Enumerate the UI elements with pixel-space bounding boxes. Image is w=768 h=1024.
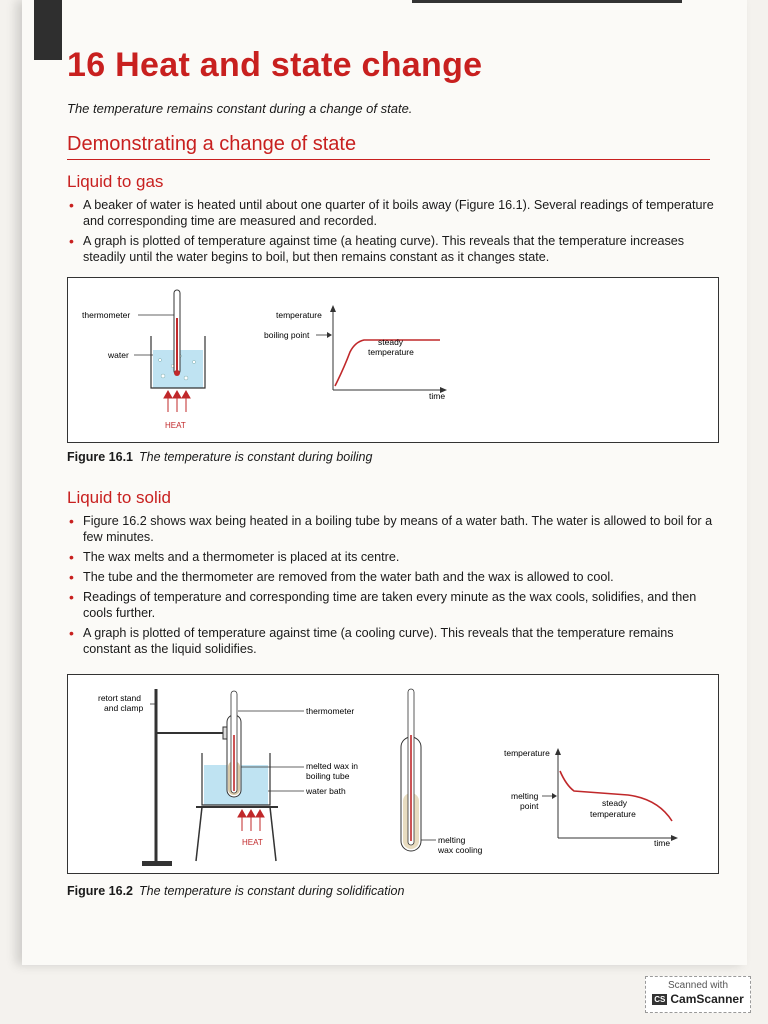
time-axis-label: time	[654, 838, 671, 848]
time-axis-label: time	[429, 391, 446, 401]
chapter-intro: The temperature remains constant during a change of state.	[67, 101, 413, 116]
liquid-to-solid-heading: Liquid to solid	[67, 488, 171, 507]
section-heading: Demonstrating a change of state	[67, 133, 710, 160]
temperature-axis-label: temperature	[276, 310, 322, 320]
thermometer-label: thermometer	[82, 310, 131, 320]
liquid-to-gas-list	[67, 197, 717, 269]
melting-point-label-2: point	[520, 801, 539, 811]
chapter-title-text: Heat and state change	[115, 46, 483, 84]
boiling-point-label: boiling point	[264, 330, 310, 340]
figure-16-2	[67, 674, 719, 874]
liquid-to-gas-heading: Liquid to gas	[67, 172, 164, 191]
steady-label-1: steady	[602, 798, 628, 808]
scanner-brand	[646, 992, 750, 1006]
water-bath-label: water bath	[306, 786, 346, 796]
retort-label-2: and clamp	[104, 703, 144, 713]
caption-text: The temperature is constant during solidification	[139, 884, 405, 898]
liquid-to-solid-list	[67, 513, 717, 661]
list-item: • Figure 16.2 shows wax being heated in a boiling tube by means of a water bath. The water is allowed to boil for a few minutes.	[67, 513, 717, 545]
steady-label-2: temperature	[368, 347, 414, 357]
heat-label: HEAT	[242, 838, 263, 847]
water-label: water	[108, 350, 129, 360]
temperature-axis-label: temperature	[504, 748, 550, 758]
chapter-title	[67, 46, 482, 85]
list-item: • A graph is plotted of temperature against time (a cooling curve). This reveals that the temperature remains constant as the liquid solidifies.	[67, 625, 717, 657]
caption-number: Figure 16.1	[67, 450, 133, 464]
figure-16-2-caption	[67, 884, 404, 898]
figure-16-1	[67, 277, 719, 443]
thermometer-label: thermometer	[306, 706, 355, 716]
heat-arrows	[164, 391, 190, 412]
list-item: • A graph is plotted of temperature against time (a heating curve). This reveals that the temperature increases steadily until the water begins to boil, but then remains constant as it changes state.	[67, 233, 717, 265]
melted-wax-label-1: melted wax in	[306, 761, 358, 771]
melted-wax-label-2: boiling tube	[306, 771, 350, 781]
top-rule	[412, 0, 682, 3]
figure-16-1-diagram	[68, 278, 718, 442]
figure-16-2-diagram	[68, 675, 718, 873]
melting-point-label-1: melting	[511, 791, 539, 801]
camscanner-watermark	[645, 976, 751, 1013]
figure-16-1-caption	[67, 450, 372, 464]
heat-arrows	[238, 810, 264, 831]
melting-wax-label-1: melting	[438, 835, 466, 845]
steady-label-1: steady	[378, 337, 404, 347]
heat-label: HEAT	[165, 421, 186, 430]
list-item: • Readings of temperature and corresponding time are taken every minute as the wax cools, solidifies, and then cools further.	[67, 589, 717, 621]
page-edge-shadow	[34, 0, 62, 60]
scanner-line: Scanned with	[667, 980, 729, 991]
caption-number: Figure 16.2	[67, 884, 133, 898]
steady-label-2: temperature	[590, 809, 636, 819]
scanner-brand-text: CamScanner	[670, 992, 744, 1006]
list-item: • The tube and the thermometer are removed from the water bath and the wax is allowed to cool.	[67, 569, 717, 585]
list-item: • The wax melts and a thermometer is placed at its centre.	[67, 549, 717, 565]
list-item: • A beaker of water is heated until about one quarter of it boils away (Figure 16.1). Several readings of temperature and corresponding time are measured and recorded.	[67, 197, 717, 229]
camscanner-logo-icon: CS	[654, 995, 666, 1005]
caption-text: The temperature is constant during boiling	[139, 450, 373, 464]
retort-label-1: retort stand	[98, 693, 141, 703]
chapter-number: 16	[67, 46, 106, 84]
textbook-page	[22, 0, 747, 965]
melting-wax-label-2: wax cooling	[438, 845, 483, 855]
